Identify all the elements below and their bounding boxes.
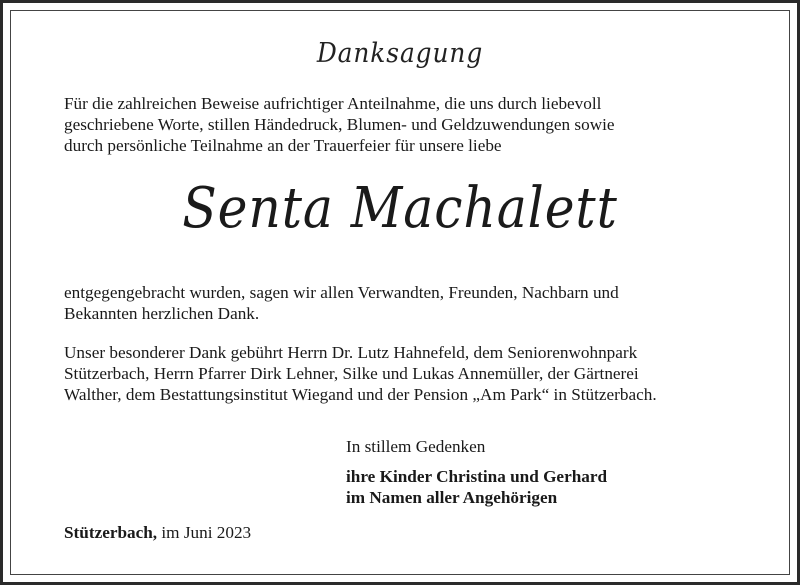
- memory-line: In stillem Gedenken: [346, 437, 486, 456]
- thanks-paragraph: [64, 282, 754, 324]
- family-line: im Namen aller Angehörigen: [346, 488, 558, 507]
- intro-line: geschriebene Worte, stillen Händedruck, Blumen- und Geldzuwendungen sowie: [64, 115, 615, 134]
- intro-line: durch persönliche Teilnahme an der Trauerfeier für unsere liebe: [64, 136, 502, 155]
- intro-paragraph: [64, 93, 754, 156]
- intro-line: Für die zahlreichen Beweise aufrichtiger Anteilnahme, die uns durch liebevoll: [64, 94, 602, 113]
- notice-heading: Danksagung: [316, 38, 484, 69]
- special-thanks-line: Unser besonderer Dank gebührt Herrn Dr. Lutz Hahnefeld, dem Seniorenwohnpark: [64, 343, 638, 362]
- place-date: [64, 522, 251, 543]
- thanks-line: entgegengebracht wurden, sagen wir allen Verwandten, Freunden, Nachbarn und: [64, 283, 619, 302]
- special-thanks-line: Stützerbach, Herrn Pfarrer Dirk Lehner, Silke und Lukas Annemüller, der Gärtnerei: [64, 364, 639, 383]
- special-thanks-paragraph: [64, 342, 754, 405]
- date-text: im Juni 2023: [161, 523, 252, 542]
- place-name: Stützerbach,: [64, 523, 158, 542]
- family-line: ihre Kinder Christina und Gerhard: [346, 467, 608, 486]
- deceased-name: Senta Machalett: [182, 176, 618, 241]
- special-thanks-line: Walther, dem Bestattungsinstitut Wiegand und der Pension „Am Park“ in Stützerbach.: [64, 385, 657, 404]
- thanks-line: Bekannten herzlichen Dank.: [64, 304, 260, 323]
